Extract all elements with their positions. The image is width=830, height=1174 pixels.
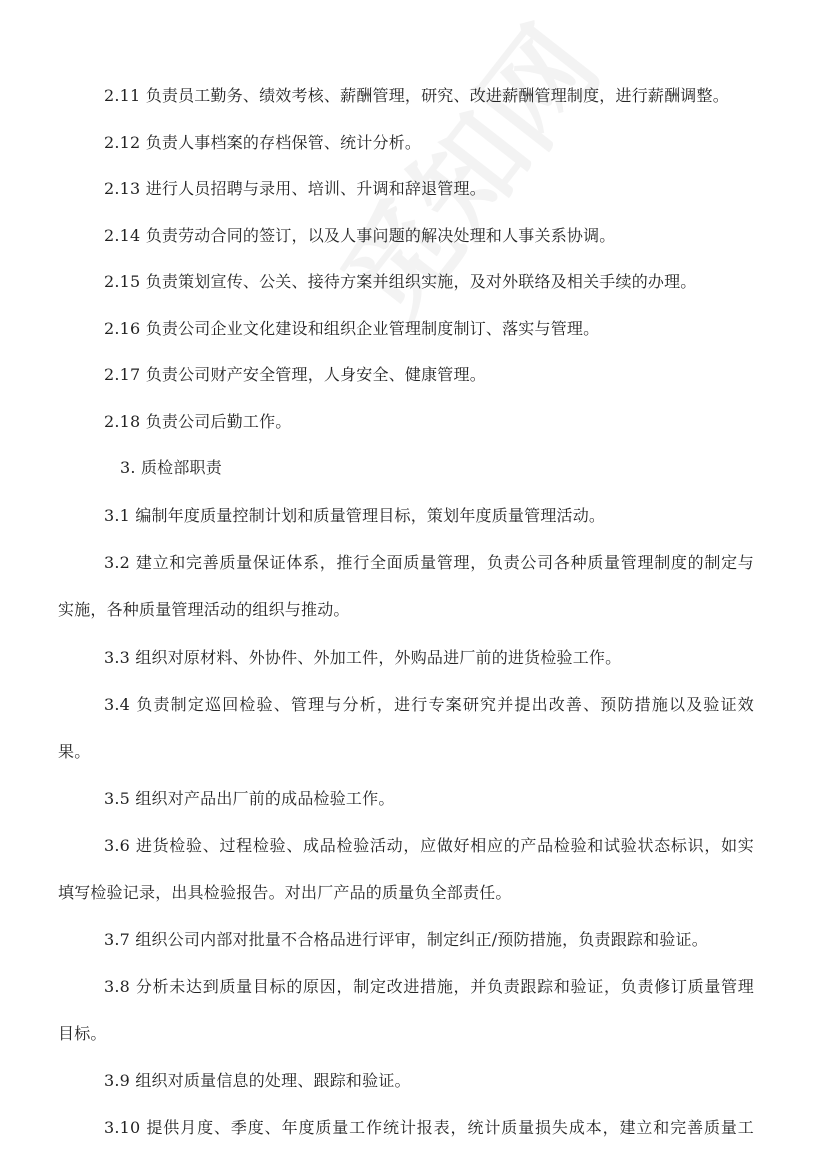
paragraph-2-12: 2.12 负责人事档案的存档保管、统计分析。 (104, 133, 422, 152)
paragraph-2-18: 2.18 负责公司后勤工作。 (104, 412, 292, 431)
watermark (300, 0, 628, 347)
section-heading-3: 3. 质检部职责 (120, 458, 222, 477)
paragraph-3-7: 3.7 组织公司内部对批量不合格品进行评审，制定纠正/预防措施，负责跟踪和验证。 (104, 930, 708, 949)
paragraph-3-10: 3.10 提供月度、季度、年度质量工作统计报表，统计质量损失成本，建立和完善质量工 (104, 1118, 754, 1137)
paragraph-3-4-cont: 果。 (58, 742, 91, 761)
paragraph-2-13: 2.13 进行人员招聘与录用、培训、升调和辞退管理。 (104, 179, 486, 198)
paragraph-2-16: 2.16 负责公司企业文化建设和组织企业管理制度制订、落实与管理。 (104, 319, 600, 338)
paragraph-3-2-cont: 实施，各种质量管理活动的组织与推动。 (58, 600, 350, 619)
paragraph-2-14: 2.14 负责劳动合同的签订，以及人事问题的解决处理和人事关系协调。 (104, 226, 616, 245)
paragraph-3-5: 3.5 组织对产品出厂前的成品检验工作。 (104, 789, 395, 808)
paragraph-3-4: 3.4 负责制定巡回检验、管理与分析，进行专案研究并提出改善、预防措施以及验证效 (104, 695, 754, 714)
paragraph-3-3: 3.3 组织对原材料、外协件、外加工件，外购品进厂前的进货检验工作。 (104, 648, 622, 667)
paragraph-3-2: 3.2 建立和完善质量保证体系，推行全面质量管理，负责公司各种质量管理制度的制定与 (104, 553, 754, 572)
paragraph-2-15: 2.15 负责策划宣传、公关、接待方案并组织实施，及对外联络及相关手续的办理。 (104, 272, 697, 291)
paragraph-3-8: 3.8 分析未达到质量目标的原因，制定改进措施，并负责跟踪和验证，负责修订质量管理 (104, 977, 754, 996)
paragraph-2-17: 2.17 负责公司财产安全管理，人身安全、健康管理。 (104, 365, 486, 384)
paragraph-3-8-cont: 目标。 (58, 1024, 107, 1043)
paragraph-3-1: 3.1 编制年度质量控制计划和质量管理目标，策划年度质量管理活动。 (104, 506, 606, 525)
paragraph-3-6: 3.6 进货检验、过程检验、成品检验活动，应做好相应的产品检验和试验状态标识，如实 (104, 836, 754, 855)
paragraph-3-6-cont: 填写检验记录，出具检验报告。对出厂产品的质量负全部责任。 (58, 883, 512, 902)
paragraph-3-9: 3.9 组织对质量信息的处理、跟踪和验证。 (104, 1071, 411, 1090)
paragraph-2-11: 2.11 负责员工勤务、绩效考核、薪酬管理，研究、改进薪酬管理制度，进行薪酬调整。 (104, 86, 729, 105)
